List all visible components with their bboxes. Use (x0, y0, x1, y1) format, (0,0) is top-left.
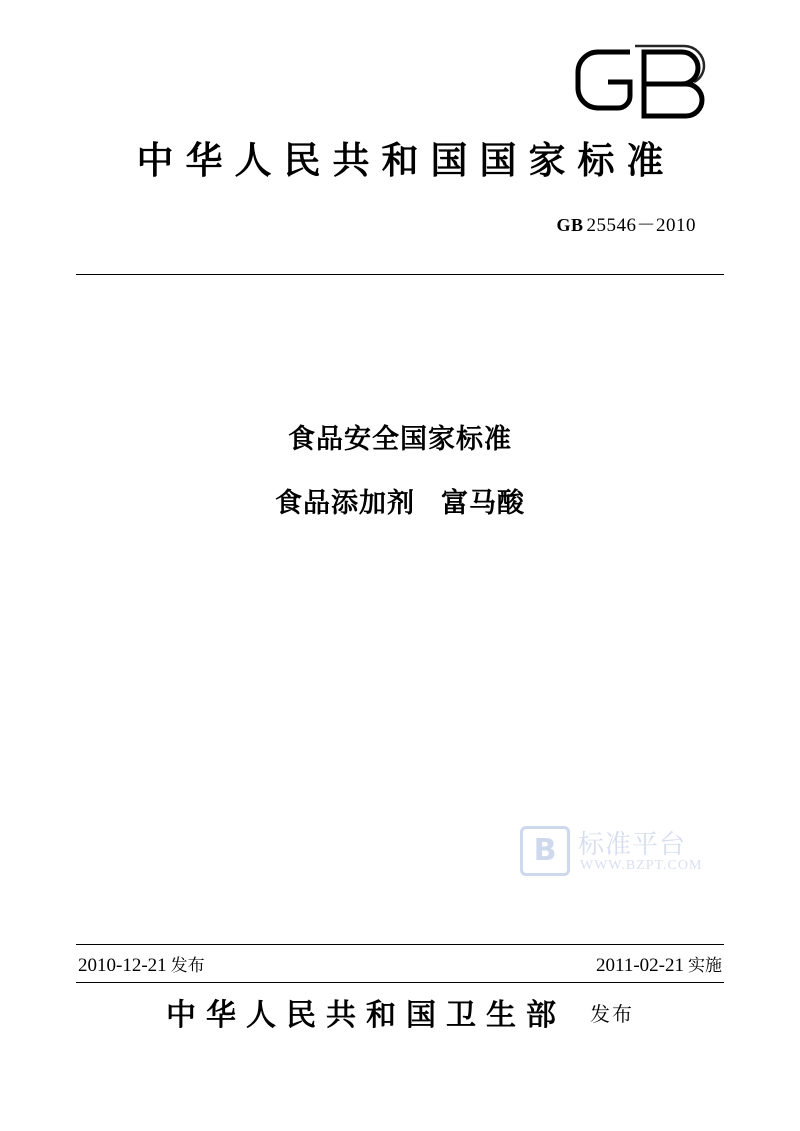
standard-number-prefix: GB (556, 215, 584, 235)
standard-number-value: 25546－2010 (586, 215, 696, 236)
watermark (520, 824, 730, 888)
document-subject: 食品添加剂 (275, 488, 415, 519)
watermark-text: 标准平台 (578, 830, 687, 860)
gb-logo (572, 38, 722, 120)
watermark-badge: B (520, 826, 570, 876)
footer-divider-bottom (76, 982, 724, 983)
standard-number (556, 210, 696, 237)
effective-date-value: 2011-02-21 (596, 955, 684, 976)
issuer-row (0, 990, 800, 1034)
document-title-line-1: 食品安全国家标准 (288, 424, 512, 455)
publish-date-value: 2010-12-21 (78, 955, 167, 976)
document-substance: 富马酸 (441, 488, 525, 519)
header-divider (76, 274, 724, 275)
document-title-line-2 (0, 484, 800, 524)
footer-divider-top (76, 944, 724, 945)
effective-date (596, 951, 722, 977)
publish-date-label: 发布 (170, 956, 205, 976)
watermark-url: WWW.BZPT.COM (580, 858, 703, 873)
effective-date-label: 实施 (688, 956, 722, 976)
page-title: 中华人民共和国国家标准 (136, 139, 676, 182)
publish-date (78, 951, 205, 977)
document-title-block (0, 420, 800, 524)
issuer-name: 中华人民共和国卫生部 (166, 998, 566, 1033)
issuer-action: 发布 (590, 1002, 634, 1026)
